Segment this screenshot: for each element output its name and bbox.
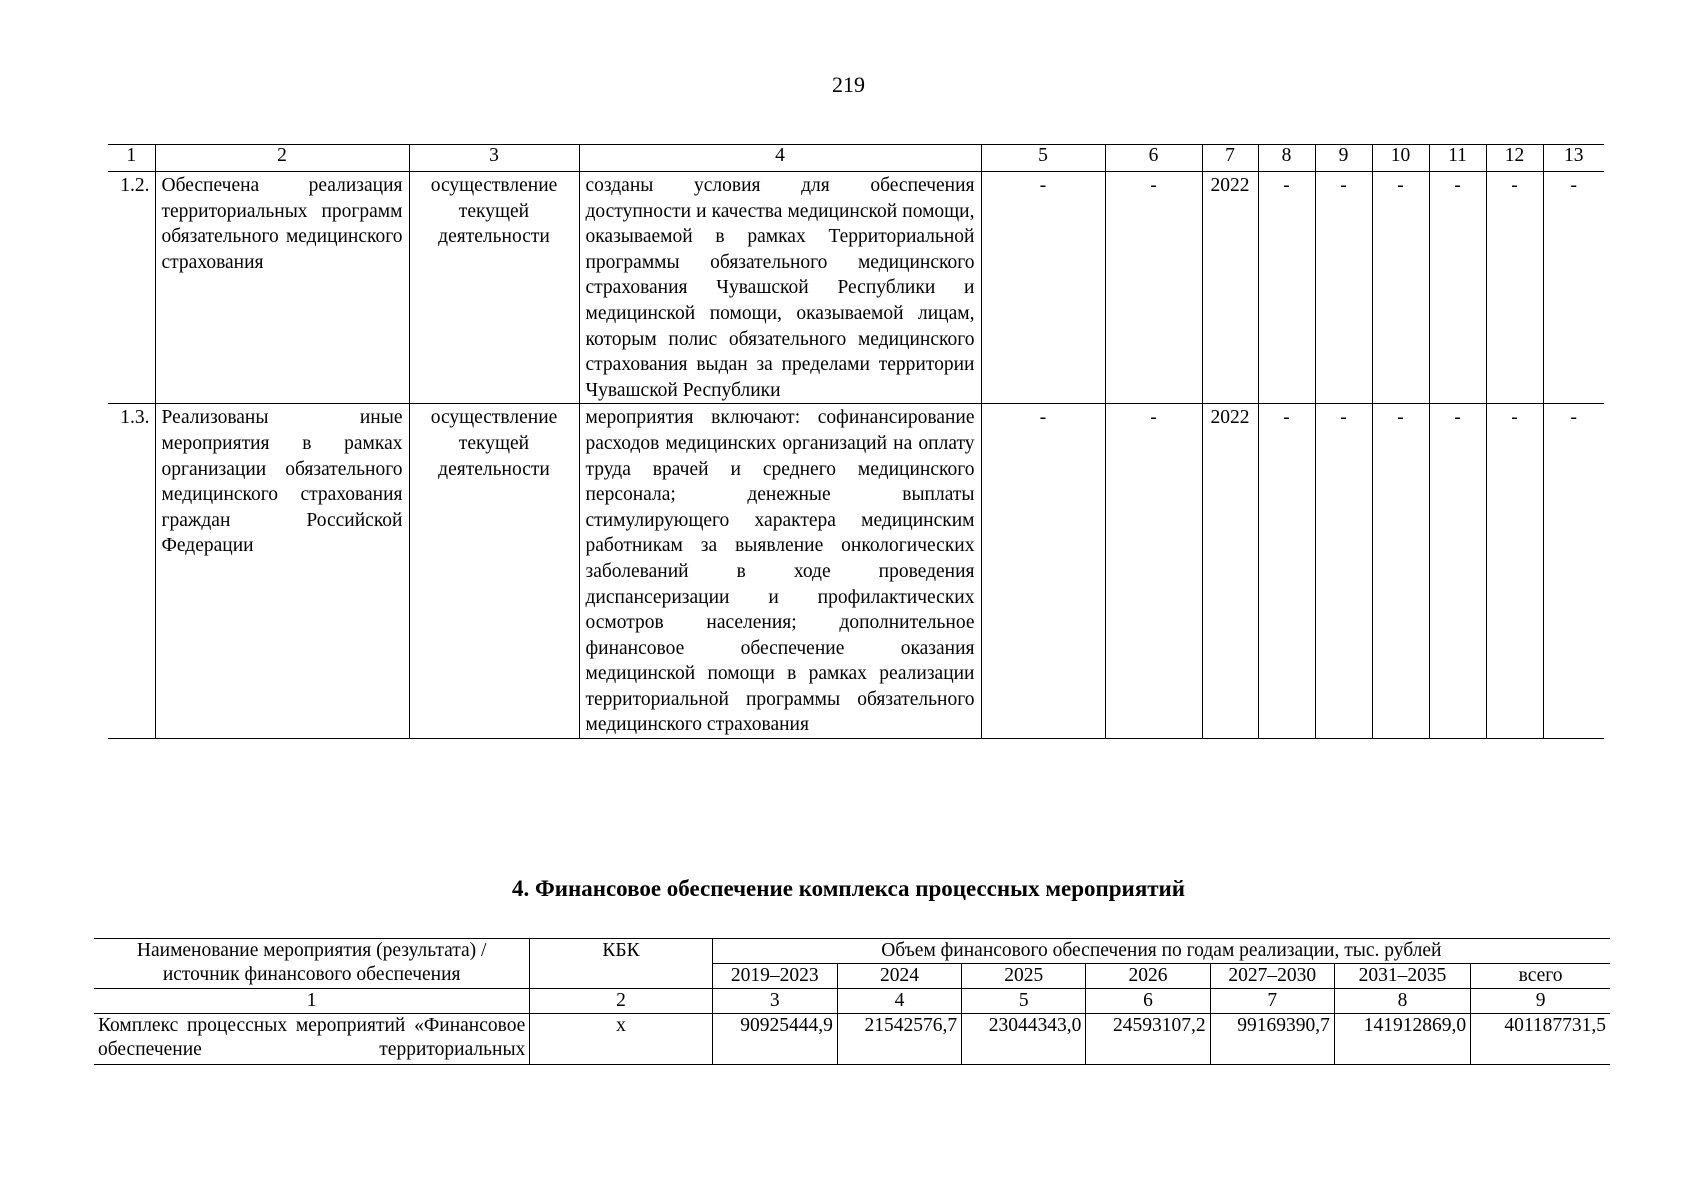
column-number: 4 <box>579 145 981 172</box>
cell-value: - <box>1258 404 1315 739</box>
column-number: 1 <box>94 989 530 1014</box>
column-number: 5 <box>962 989 1086 1014</box>
cell-value: - <box>1372 404 1429 739</box>
amount-cell: 401187731,5 <box>1471 1014 1610 1065</box>
column-number: 8 <box>1334 989 1470 1014</box>
column-number: 7 <box>1210 989 1334 1014</box>
cell-value: - <box>1315 172 1372 404</box>
amount-cell: 21542576,7 <box>837 1014 961 1065</box>
row-number: 1.2. <box>108 172 155 404</box>
column-number: 4 <box>837 989 961 1014</box>
cell-value: - <box>1429 404 1486 739</box>
column-header-volume: Объем финансового обеспечения по годам реализации, тыс. рублей <box>712 939 1610 964</box>
activity-type: осуществление текущей деятельности <box>409 172 579 404</box>
column-number: 12 <box>1486 145 1543 172</box>
column-number: 10 <box>1372 145 1429 172</box>
cell-value: - <box>1372 172 1429 404</box>
result-name: Обеспечена реализация территориальных программ обязательного медицинского страхования <box>155 172 409 404</box>
cell-value: - <box>1543 172 1604 404</box>
column-number: 6 <box>1086 989 1210 1014</box>
cell-value: - <box>981 172 1105 404</box>
cell-value: - <box>1486 172 1543 404</box>
cell-year: 2022 <box>1202 404 1258 739</box>
column-header-name: Наименование мероприятия (результата) / источник финансового обеспечения <box>94 939 530 989</box>
amount-cell: 99169390,7 <box>1210 1014 1334 1065</box>
cell-value: - <box>1258 172 1315 404</box>
activities-table <box>108 144 1604 739</box>
cell-value: - <box>1315 404 1372 739</box>
column-number: 1 <box>108 145 155 172</box>
row-number: 1.3. <box>108 404 155 739</box>
column-number: 2 <box>155 145 409 172</box>
column-number: 8 <box>1258 145 1315 172</box>
result-name: Реализованы иные мероприятия в рамках организации обязательного медицинского страхования граждан Российской Федерации <box>155 404 409 739</box>
amount-cell: 141912869,0 <box>1334 1014 1470 1065</box>
cell-value: - <box>1486 404 1543 739</box>
cell-value: - <box>1543 404 1604 739</box>
column-number: 3 <box>712 989 837 1014</box>
column-number-row <box>94 989 1610 1014</box>
table-row <box>108 172 1604 404</box>
result-description: созданы условия для обеспечения доступности и качества медицинской помощи, оказываемой в рамках Территориальной программы обязательного медицинского страхования Чувашской Республики и медицинской помощи, оказываемой лицам, которым полис обязательного медицинского страхования выдан за пределами территории Чувашской Республики <box>579 172 981 404</box>
year-header: всего <box>1471 964 1610 989</box>
table-row <box>108 404 1604 739</box>
column-number: 3 <box>409 145 579 172</box>
column-number: 9 <box>1315 145 1372 172</box>
column-header-kbk: КБК <box>530 939 712 989</box>
column-number: 6 <box>1105 145 1202 172</box>
result-description: мероприятия включают: софинансирование расходов медицинских организаций на оплату труда врачей и среднего медицинского персонала; денежные выплаты стимулирующего характера медицинским работникам за выявление онкологических заболеваний в ходе проведения диспансеризации и профилактических осмотров населения; дополнительное финансовое обеспечение оказания медицинской помощи в рамках реализации территориальной программы обязательного медицинского страхования <box>579 404 981 739</box>
column-number: 7 <box>1202 145 1258 172</box>
section-heading: 4. Финансовое обеспечение комплекса процессных мероприятий <box>511 876 1186 901</box>
year-header: 2025 <box>962 964 1086 989</box>
year-header: 2026 <box>1086 964 1210 989</box>
column-number: 11 <box>1429 145 1486 172</box>
column-number: 2 <box>530 989 712 1014</box>
column-number: 9 <box>1471 989 1610 1014</box>
column-number-row <box>108 145 1604 172</box>
financing-table <box>94 938 1610 1065</box>
cell-value: - <box>1105 172 1202 404</box>
cell-value: - <box>1429 172 1486 404</box>
activity-type: осуществление текущей деятельности <box>409 404 579 739</box>
column-number: 13 <box>1543 145 1604 172</box>
year-header: 2019–2023 <box>712 964 837 989</box>
amount-cell: 90925444,9 <box>712 1014 837 1065</box>
cell-value: - <box>981 404 1105 739</box>
year-header: 2031–2035 <box>1334 964 1470 989</box>
amount-cell: 24593107,2 <box>1086 1014 1210 1065</box>
measure-name: Комплекс процессных мероприятий «Финансовое обеспечение территориальных <box>94 1014 530 1065</box>
table-row <box>94 1014 1610 1065</box>
cell-year: 2022 <box>1202 172 1258 404</box>
amount-cell: 23044343,0 <box>962 1014 1086 1065</box>
cell-value: - <box>1105 404 1202 739</box>
year-header: 2027–2030 <box>1210 964 1334 989</box>
page-number: 219 <box>832 72 865 97</box>
kbk-value: х <box>530 1014 712 1065</box>
year-header: 2024 <box>837 964 961 989</box>
column-number: 5 <box>981 145 1105 172</box>
